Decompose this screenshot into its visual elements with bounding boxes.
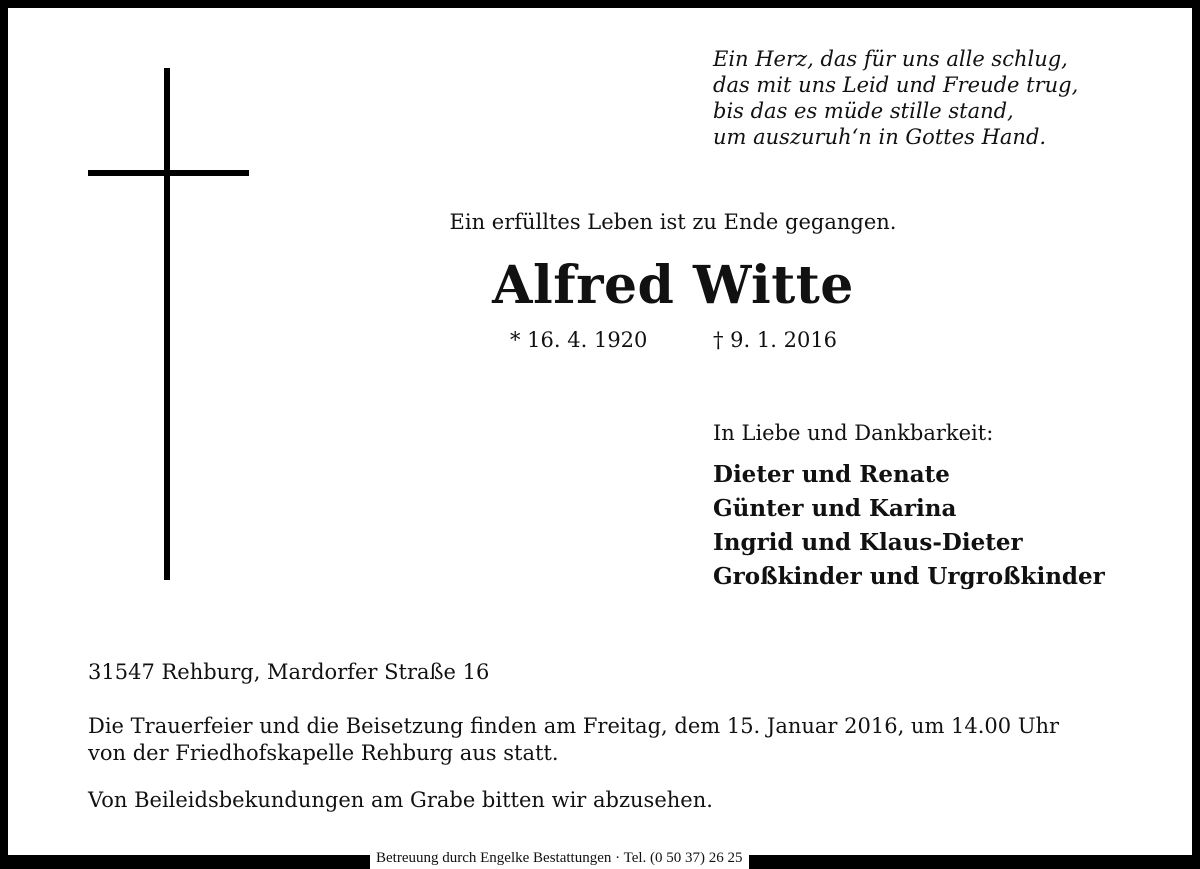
family-address: 31547 Rehburg, Mardorfer Straße 16 xyxy=(88,660,490,684)
service-details xyxy=(88,713,1059,767)
cross-icon-vertical-bar xyxy=(164,68,170,580)
death-date: † 9. 1. 2016 xyxy=(713,328,838,352)
mourner-name: Günter und Karina xyxy=(713,495,957,522)
poem-line: um auszuruh‘n in Gottes Hand. xyxy=(713,125,1047,149)
birth-date: * 16. 4. 1920 xyxy=(510,328,648,352)
poem-line: Ein Herz, das für uns alle schlug, xyxy=(713,47,1068,71)
mourner-name: Großkinder und Urgroßkinder xyxy=(713,563,1105,590)
mourner-name: Dieter und Renate xyxy=(713,461,950,488)
mourners-heading: In Liebe und Dankbarkeit: xyxy=(713,421,994,445)
memorial-poem xyxy=(713,46,1078,150)
poem-line: das mit uns Leid und Freude trug, xyxy=(713,73,1079,97)
funeral-home-credit: Betreuung durch Engelke Bestattungen · Tel. (0 50 37) 26 25 xyxy=(370,848,749,869)
service-line: von der Friedhofskapelle Rehburg aus statt. xyxy=(88,741,559,765)
service-line: Die Trauerfeier und die Beisetzung finden am Freitag, dem 15. Januar 2016, um 14.00 Uhr xyxy=(88,714,1060,738)
intro-text: Ein erfülltes Leben ist zu Ende gegangen. xyxy=(449,210,897,234)
poem-line: bis das es müde stille stand, xyxy=(713,99,1014,123)
mourners-list xyxy=(713,458,1105,594)
mourner-name: Ingrid und Klaus-Dieter xyxy=(713,529,1023,556)
cross-icon-horizontal-bar xyxy=(88,170,249,176)
condolence-note: Von Beileidsbekundungen am Grabe bitten wir abzusehen. xyxy=(88,788,713,812)
deceased-name: Alfred Witte xyxy=(492,255,854,316)
